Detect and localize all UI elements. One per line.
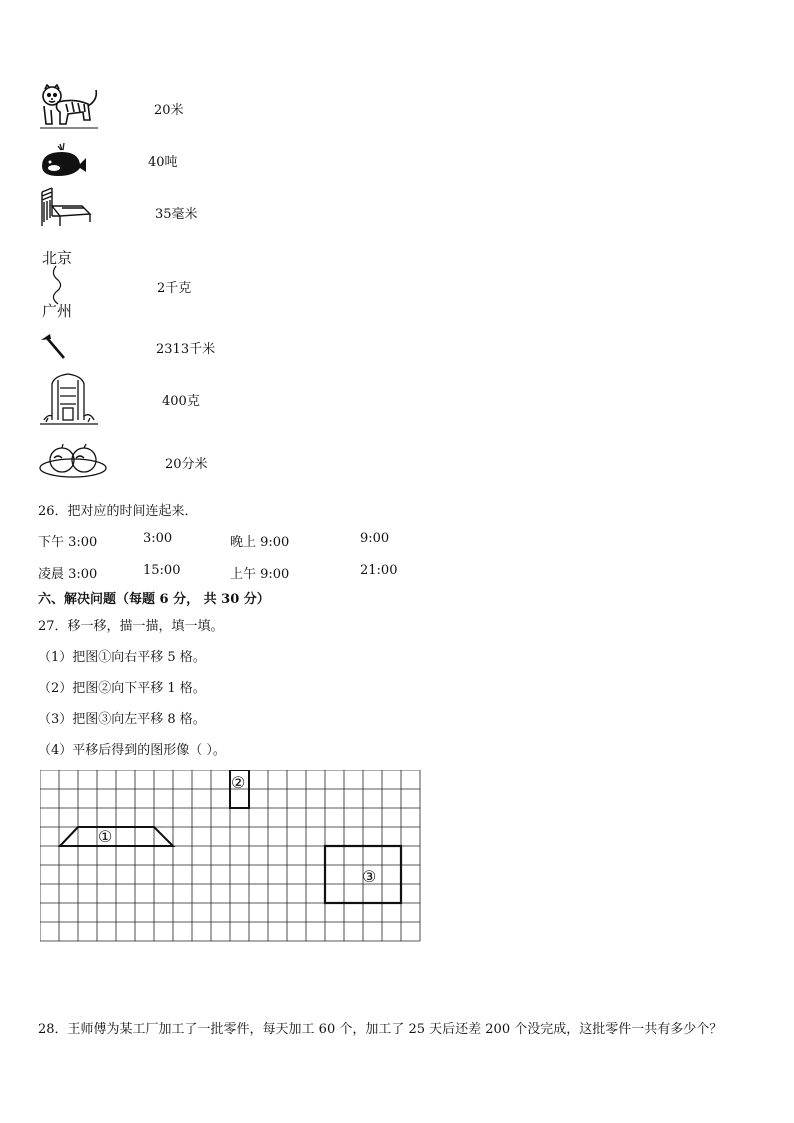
match-value-3: 35毫米 xyxy=(155,207,198,222)
route-map-icon xyxy=(38,246,82,322)
time-label: 15:00 xyxy=(143,563,181,578)
q27-step-2: （2）把图②向下平移 1 格。 xyxy=(38,681,206,696)
section-heading: 六、解决问题（每题 6 分， 共 30 分） xyxy=(38,592,270,607)
q27-step-1: （1）把图①向右平移 5 格。 xyxy=(38,650,206,665)
match-value-7: 20分米 xyxy=(165,457,208,472)
building-icon xyxy=(38,370,100,426)
time-label: 凌晨 3:00 xyxy=(38,567,98,582)
bed-icon xyxy=(38,186,94,230)
q26-title: 26．把对应的时间连起来． xyxy=(38,504,198,519)
figure-1-trapezoid xyxy=(60,827,173,846)
figure-2-label: ② xyxy=(231,773,246,792)
figure-1-label: ① xyxy=(98,827,113,846)
whale-icon xyxy=(38,140,88,180)
tiger-icon xyxy=(38,84,102,132)
q27-title: 27．移一移，描一描，填一填。 xyxy=(38,619,224,634)
match-value-5: 2313千米 xyxy=(156,342,216,357)
map-bottom-label: 广州 xyxy=(42,302,73,320)
figure-3-label: ③ xyxy=(362,867,377,886)
fruit-plate-icon xyxy=(38,440,108,480)
time-label: 21:00 xyxy=(360,563,398,578)
match-value-6: 400克 xyxy=(162,394,200,409)
time-label: 3:00 xyxy=(143,531,173,546)
q27-step-3: （3）把图③向左平移 8 格。 xyxy=(38,712,206,727)
nail-icon xyxy=(38,330,70,362)
time-label: 上午 9:00 xyxy=(230,567,290,582)
time-label: 9:00 xyxy=(360,531,390,546)
time-label: 晚上 9:00 xyxy=(230,535,290,550)
translation-grid xyxy=(40,770,424,944)
match-value-4: 2千克 xyxy=(157,281,192,296)
map-top-label: 北京 xyxy=(42,249,73,267)
time-label: 下午 3:00 xyxy=(38,535,98,550)
match-value-2: 40吨 xyxy=(148,155,178,170)
q27-step-4: （4）平移后得到的图形像（ ）。 xyxy=(38,743,226,758)
q28-title: 28．王师傅为某工厂加工了一批零件，每天加工 60 个，加工了 25 天后还差 200 个没完成，这批零件一共有多少个？ xyxy=(38,1022,723,1037)
match-value-1: 20米 xyxy=(154,103,184,118)
